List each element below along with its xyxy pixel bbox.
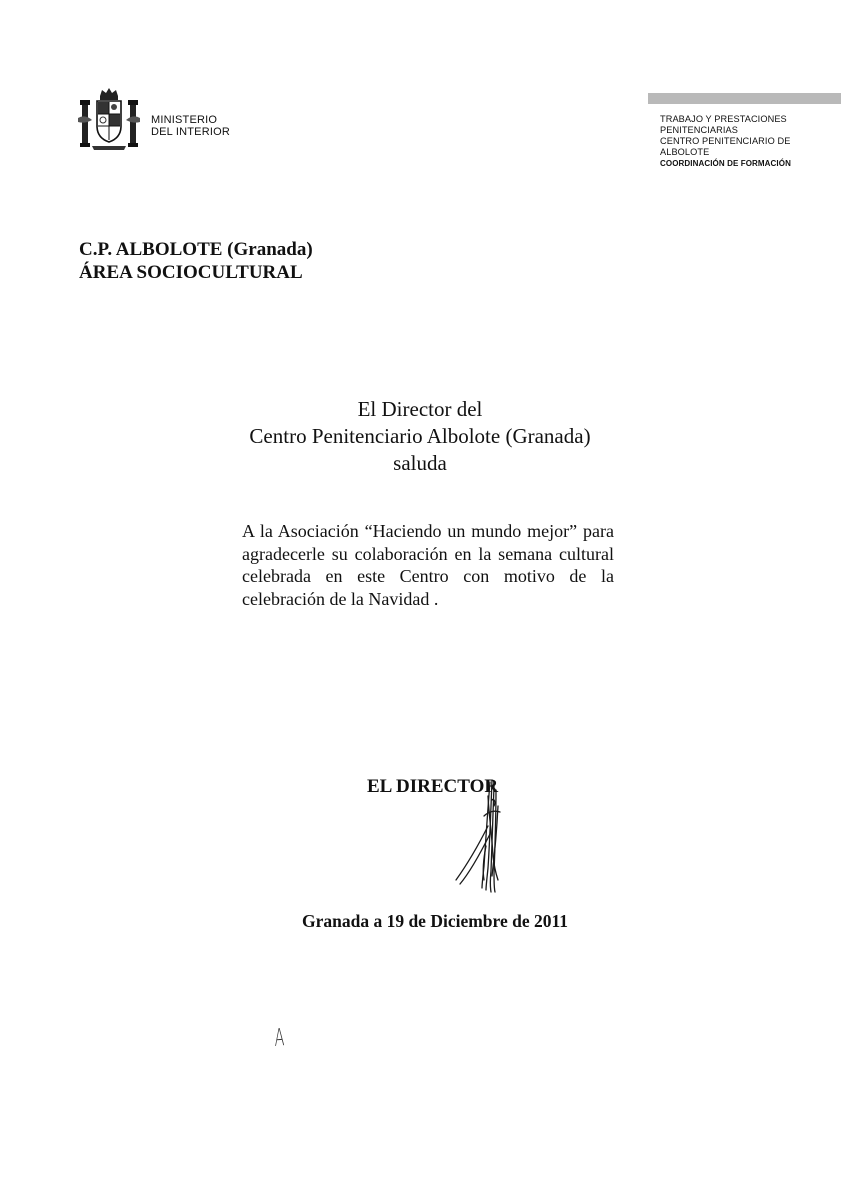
greeting-block [200,396,640,477]
center-header [79,238,313,284]
ministry-line: DEL INTERIOR [151,126,231,138]
area-name: ÁREA SOCIOCULTURAL [79,262,303,283]
date-line: Granada a 19 de Diciembre de 2011 [301,911,569,931]
department-line: CENTRO PENITENCIARIO DE [660,136,791,146]
coat-of-arms-icon [78,86,140,152]
center-name: C.P. ALBOLOTE (Granada) [79,239,313,260]
department-line: PENITENCIARIAS [660,125,738,135]
signatory-title: EL DIRECTOR [367,776,499,797]
letter-body: A la Asociación “Haciendo un mundo mejor” para agradecerle su colaboración en la semana cultural celebrada en este Centro con motivo de la celebración de la Navidad . [242,521,614,609]
department-block [660,114,791,169]
department-line: ALBOLOTE [660,147,710,157]
ministry-line: MINISTERIO [151,114,218,126]
department-unit: COORDINACIÓN DE FORMACIÓN [660,159,791,168]
handwritten-signature [448,776,538,894]
department-line: TRABAJO Y PRESTACIONES [660,114,787,124]
greeting-line: El Director del [357,397,483,421]
greeting-line: Centro Penitenciario Albolote (Granada) [249,424,591,448]
greeting-line: saluda [393,451,447,475]
handwritten-mark: A [274,1023,285,1052]
letterhead-bar [648,93,841,104]
ministry-name [151,114,230,138]
